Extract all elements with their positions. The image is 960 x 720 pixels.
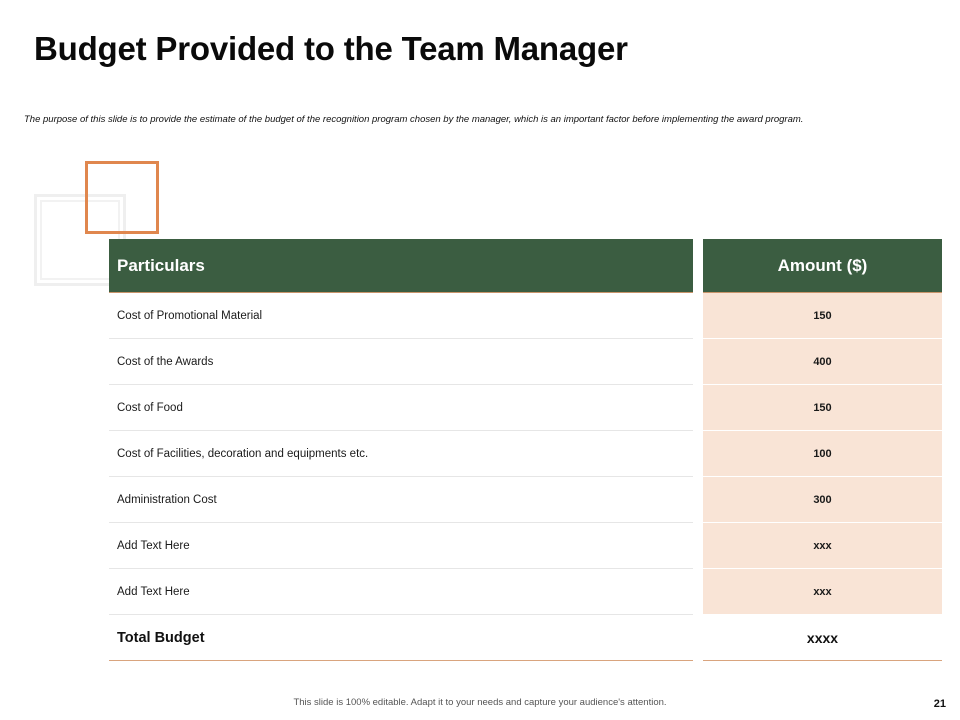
amount-header: Amount ($) — [703, 239, 942, 293]
decorative-orange-square — [85, 161, 159, 234]
table-row-particular: Add Text Here — [109, 569, 693, 615]
table-row-amount: 100 — [703, 431, 942, 477]
table-row-amount: 400 — [703, 339, 942, 385]
table-row-particular: Cost of the Awards — [109, 339, 693, 385]
table-row-particular: Add Text Here — [109, 523, 693, 569]
particulars-column — [109, 239, 693, 661]
page-number: 21 — [933, 698, 946, 710]
amount-column — [703, 239, 942, 661]
table-row-particular: Cost of Food — [109, 385, 693, 431]
table-row-amount: 300 — [703, 477, 942, 523]
table-row-amount: xxx — [703, 569, 942, 615]
table-row-particular: Cost of Promotional Material — [109, 293, 693, 339]
table-row-amount: 150 — [703, 293, 942, 339]
table-row-amount: xxx — [703, 523, 942, 569]
total-budget-amount: xxxx — [703, 615, 942, 661]
table-row-particular: Cost of Facilities, decoration and equipments etc. — [109, 431, 693, 477]
slide-subtitle: The purpose of this slide is to provide the estimate of the budget of the recognition program chosen by the manager, which is an important factor before implementing the award program. — [24, 114, 804, 125]
particulars-header: Particulars — [109, 239, 693, 293]
footer-note: This slide is 100% editable. Adapt it to your needs and capture your audience's attention. — [293, 697, 667, 708]
slide-title: Budget Provided to the Team Manager — [34, 30, 628, 67]
table-row-amount: 150 — [703, 385, 942, 431]
table-row-particular: Administration Cost — [109, 477, 693, 523]
total-budget-label: Total Budget — [109, 615, 693, 661]
